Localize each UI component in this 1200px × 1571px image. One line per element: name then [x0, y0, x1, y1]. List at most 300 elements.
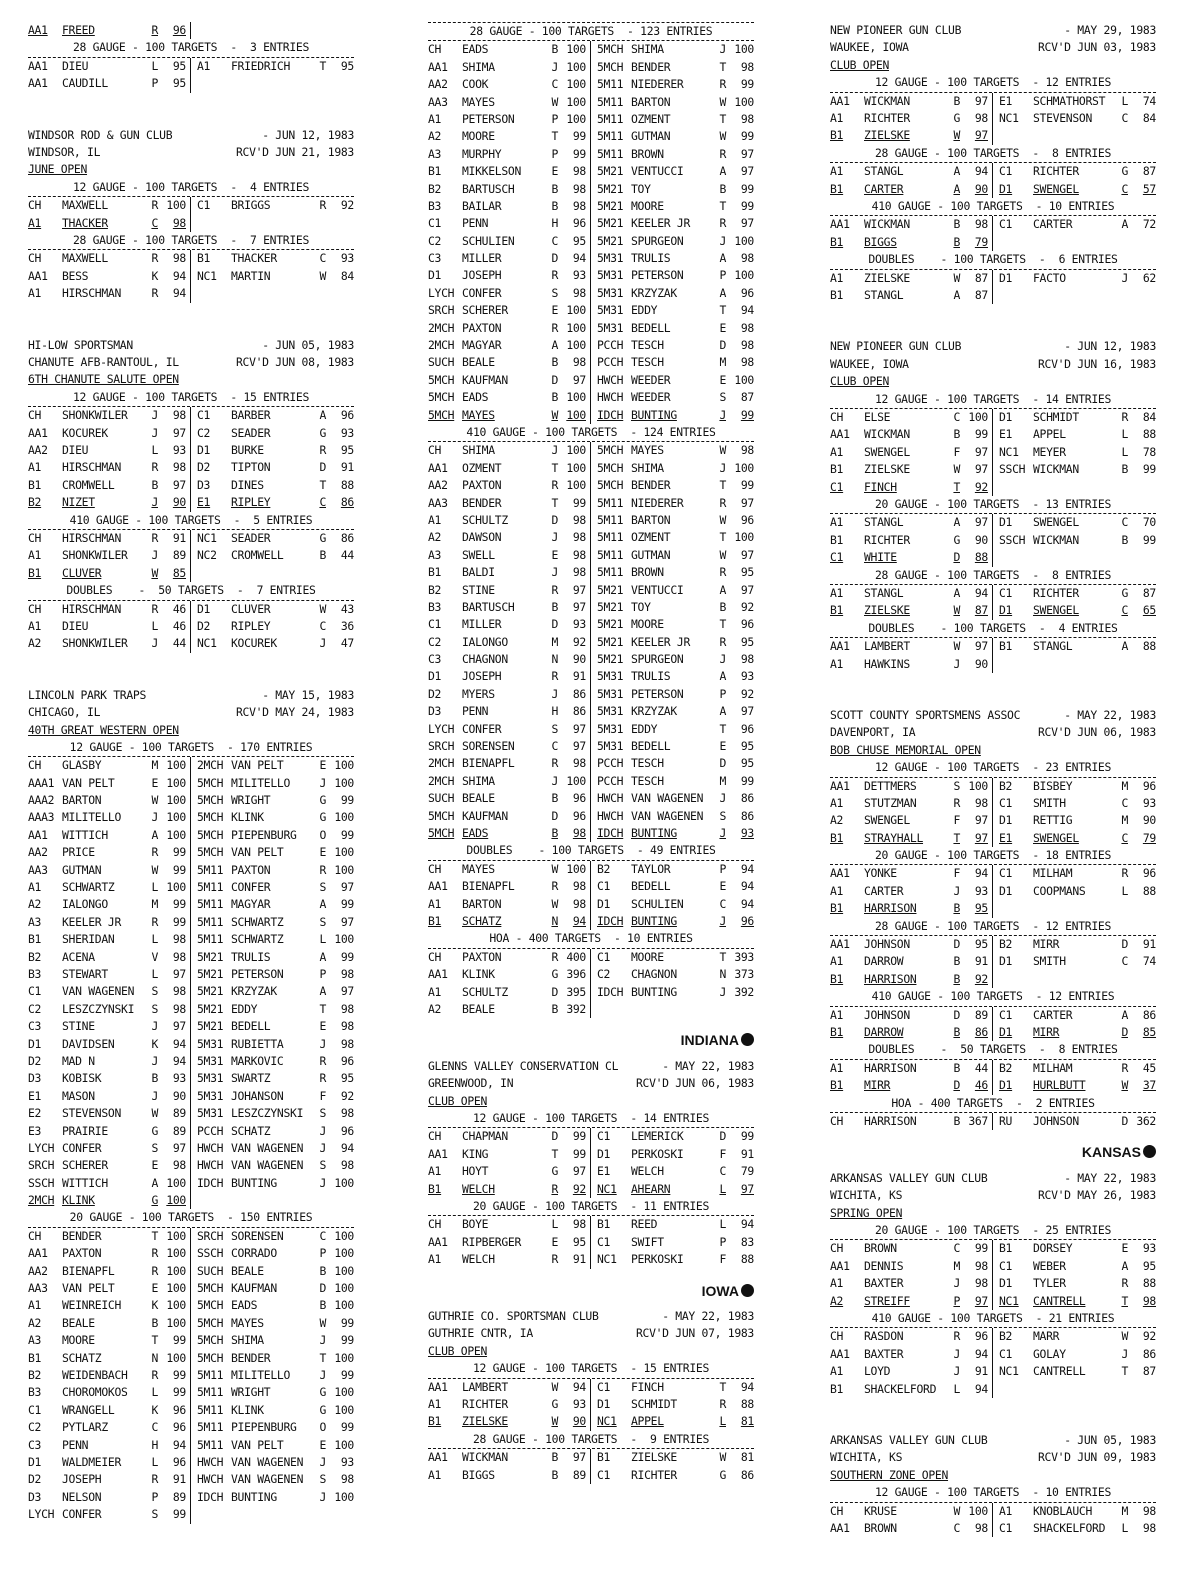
- shooter-name: BENDER: [631, 59, 671, 74]
- shooter-score: 93: [172, 1071, 186, 1086]
- shooter-class: AAA3: [28, 810, 55, 825]
- shooter-initial: W: [551, 861, 558, 876]
- shooter-score: 90: [974, 181, 988, 196]
- shooter-class: AA1: [28, 23, 48, 37]
- shooter-name: PENN: [462, 216, 489, 231]
- right-entry: [191, 1157, 354, 1174]
- left-entry: [830, 638, 993, 655]
- shooter-initial: D: [551, 372, 558, 387]
- shooter-score: 362: [1136, 1114, 1156, 1129]
- shooter-name: BARTON: [62, 793, 102, 808]
- shooter-name: FINCH: [631, 1379, 664, 1394]
- shooter-score: 99: [172, 914, 186, 929]
- shooter-score: 97: [974, 128, 988, 143]
- shooter-class: 2MCH: [28, 1193, 55, 1208]
- right-entry: [191, 1175, 354, 1192]
- left-entry: [28, 1350, 191, 1367]
- shooter-score: 92: [340, 1088, 354, 1103]
- shooter-class: AA1: [428, 59, 448, 74]
- club-city: WICHITA, KS: [830, 1450, 903, 1465]
- result-row: [428, 495, 754, 512]
- shooter-class: PCCH: [597, 756, 624, 771]
- right-entry: [591, 495, 754, 512]
- shooter-score: 100: [334, 1350, 354, 1365]
- shooter-class: RU: [999, 1114, 1013, 1129]
- shooter-name: BESS: [62, 268, 89, 283]
- shooter-score: 94: [740, 1217, 754, 1232]
- shooter-score: 97: [740, 582, 754, 597]
- shooter-score: 74: [1142, 954, 1156, 969]
- shooter-initial: B: [953, 234, 960, 249]
- shooter-score: 94: [974, 1346, 988, 1361]
- result-row: [28, 1140, 354, 1157]
- right-entry: [591, 41, 754, 58]
- shooter-name: PIEPENBURG: [231, 827, 297, 842]
- shooter-score: 93: [974, 883, 988, 898]
- shooter-class: 5M21: [597, 617, 624, 632]
- shooter-score: 91: [340, 460, 354, 475]
- shooter-class: D1: [197, 442, 211, 457]
- shooter-name: PIEPENBURG: [231, 1420, 297, 1435]
- shooter-name: BEDELL: [231, 1019, 271, 1034]
- shooter-score: 98: [572, 164, 586, 179]
- shooter-score: 78: [1142, 444, 1156, 459]
- club-city: WINDSOR, IL: [28, 144, 101, 159]
- shooter-class: 5M21: [597, 233, 624, 248]
- result-row: [428, 790, 754, 807]
- shooter-name: CONFER: [231, 880, 271, 895]
- shooter-name: IALONGO: [462, 634, 508, 649]
- shooter-initial: E: [319, 758, 326, 773]
- right-entry: [191, 58, 354, 75]
- shooter-class: 5MCH: [597, 443, 624, 458]
- shooter-name: SCHULIEN: [631, 896, 684, 911]
- shooter-score: 92: [740, 599, 754, 614]
- club-location-line: [830, 39, 1156, 56]
- left-entry: [28, 844, 191, 861]
- shooter-initial: R: [719, 216, 726, 231]
- shooter-initial: B: [551, 355, 558, 370]
- shooter-score: 100: [334, 932, 354, 947]
- shooter-name: VAN PELT: [231, 758, 284, 773]
- result-row: [830, 953, 1156, 970]
- shooter-name: KAUFMAN: [462, 372, 508, 387]
- right-entry: [191, 1297, 354, 1314]
- right-entry: [191, 1228, 354, 1245]
- shooter-score: 99: [740, 407, 754, 422]
- shooter-initial: G: [551, 967, 558, 982]
- shooter-score: 98: [740, 251, 754, 266]
- shooter-score: 97: [172, 425, 186, 440]
- result-row: [428, 128, 754, 145]
- result-row: [28, 565, 354, 582]
- shooter-initial: P: [151, 76, 158, 91]
- shooter-score: 94: [572, 913, 586, 928]
- shooter-name: BIENAPFL: [62, 1263, 115, 1278]
- shooter-initial: J: [551, 686, 558, 701]
- right-entry: [993, 270, 1156, 287]
- shooter-score: 74: [1142, 93, 1156, 108]
- result-row: [28, 757, 354, 774]
- shooter-initial: M: [1121, 1503, 1128, 1518]
- shooter-initial: W: [319, 1315, 326, 1330]
- shooter-name: GUTMAN: [631, 129, 671, 144]
- left-entry: [830, 444, 993, 461]
- shooter-name: SWIFT: [631, 1234, 664, 1249]
- shoot-name-line: [830, 373, 1156, 390]
- shooter-class: A3: [428, 146, 442, 161]
- shooter-name: BALDI: [462, 565, 495, 580]
- shooter-name: WICKMAN: [864, 93, 910, 108]
- shooter-name: CLUVER: [62, 565, 102, 580]
- shooter-score: 37: [1142, 1078, 1156, 1093]
- shooter-class: SUCH: [428, 355, 455, 370]
- state-heading: [830, 1144, 1156, 1161]
- shooter-score: 98: [340, 967, 354, 981]
- shooter-class: SSCH: [197, 1246, 224, 1261]
- right-entry: [591, 128, 754, 145]
- left-entry: [428, 686, 591, 703]
- result-row: [428, 250, 754, 267]
- shooter-initial: C: [151, 215, 158, 230]
- shooter-class: CH: [28, 1228, 42, 1243]
- shooter-name: HARRISON: [864, 901, 917, 916]
- shooter-class: LYCH: [28, 1140, 55, 1155]
- shooter-score: 100: [566, 861, 586, 876]
- shooter-name: TRULIS: [631, 669, 671, 684]
- shooter-initial: M: [151, 897, 158, 912]
- right-entry: [591, 668, 754, 685]
- result-row: [428, 1163, 754, 1180]
- shooter-class: 5M21: [597, 198, 624, 213]
- result-row: [28, 827, 354, 844]
- shooter-initial: J: [319, 1036, 326, 1051]
- shooter-name: SCHWARTZ: [231, 932, 284, 947]
- shooter-class: 5MCH: [428, 372, 455, 387]
- shoot-date: - JUN 12, 1983: [262, 127, 354, 142]
- shooter-initial: W: [719, 1450, 726, 1465]
- shooter-initial: R: [551, 1252, 558, 1267]
- club-city: WICHITA, KS: [830, 1188, 903, 1203]
- shooter-class: AA3: [28, 1281, 48, 1296]
- left-entry: [28, 1245, 191, 1262]
- left-entry: [28, 757, 191, 774]
- shooter-score: 62: [1142, 270, 1156, 285]
- shooter-initial: D: [719, 338, 726, 353]
- result-row: [428, 703, 754, 720]
- club-block: [830, 22, 1156, 304]
- shooter-score: 98: [340, 1472, 354, 1487]
- shoot-name-line: [428, 1093, 754, 1110]
- shooter-initial: J: [319, 1140, 326, 1155]
- shooter-initial: J: [319, 1123, 326, 1138]
- left-entry: [28, 1192, 191, 1209]
- left-entry: [830, 1503, 993, 1520]
- shooter-initial: A: [551, 338, 558, 353]
- shooter-name: SORENSEN: [462, 739, 515, 754]
- shooter-name: MARKOVIC: [231, 1053, 284, 1068]
- club-location-line: [830, 724, 1156, 741]
- shooter-class: B3: [28, 1385, 42, 1400]
- right-entry: [591, 512, 754, 529]
- shooter-class: IDCH: [597, 826, 624, 840]
- shooter-score: 99: [340, 949, 354, 964]
- shooter-initial: L: [719, 1217, 726, 1232]
- left-entry: [428, 1146, 591, 1163]
- shooter-name: WELCH: [462, 1181, 495, 1196]
- shooter-name: BROWN: [631, 146, 664, 161]
- club-header-line: [28, 127, 354, 144]
- result-row: [830, 216, 1156, 233]
- shooter-name: EADS: [462, 42, 489, 57]
- shooter-class: B1: [428, 1181, 442, 1196]
- shooter-name: SCHULTZ: [462, 984, 508, 999]
- shooter-class: NC1: [197, 268, 217, 283]
- shooter-initial: R: [719, 495, 726, 510]
- shooter-class: E2: [28, 1106, 42, 1121]
- shooter-initial: A: [953, 585, 960, 600]
- right-entry: [191, 1489, 354, 1506]
- shooter-score: 97: [340, 914, 354, 929]
- club-header-line: [428, 1058, 754, 1075]
- shooter-score: 100: [334, 810, 354, 825]
- shooter-class: A1: [830, 444, 844, 459]
- shooter-name: BIGGS: [864, 234, 897, 249]
- shooter-name: MILITELLO: [231, 1368, 291, 1382]
- shooter-name: KAUFMAN: [231, 1281, 277, 1296]
- shooter-score: 98: [172, 984, 186, 999]
- shooter-initial: R: [151, 460, 158, 475]
- shooter-name: SWENGEL: [864, 813, 910, 828]
- shoot-name: CLUB OPEN: [428, 1093, 488, 1108]
- shooter-initial: J: [953, 1346, 960, 1361]
- result-row: [428, 233, 754, 250]
- shooter-name: PRICE: [62, 845, 95, 860]
- result-row: [28, 775, 354, 792]
- shooter-class: B3: [428, 198, 442, 213]
- left-entry: [428, 302, 591, 319]
- result-row: [428, 1001, 754, 1018]
- shooter-score: 95: [1142, 1258, 1156, 1273]
- shooter-initial: C: [551, 77, 558, 92]
- shooter-score: 98: [1142, 1503, 1156, 1518]
- result-row: [28, 268, 354, 285]
- shooter-name: DORSEY: [1033, 1241, 1073, 1256]
- shooter-initial: G: [719, 1467, 726, 1482]
- shooter-name: BAILAR: [462, 198, 502, 213]
- right-entry: [993, 830, 1156, 847]
- right-entry: [591, 233, 754, 250]
- right-entry: [191, 285, 354, 302]
- result-row: [830, 602, 1156, 619]
- state-label: IOWA: [701, 1282, 739, 1299]
- shooter-name: CONFER: [462, 285, 502, 300]
- shooter-initial: W: [1121, 1078, 1128, 1093]
- right-entry: [591, 372, 754, 389]
- result-row: [830, 270, 1156, 287]
- shooter-initial: D: [551, 512, 558, 527]
- shooter-name: CHOROMOKOS: [62, 1385, 128, 1400]
- bullet-icon: [741, 1033, 754, 1046]
- shooter-score: 98: [572, 355, 586, 370]
- shooter-initial: H: [551, 216, 558, 231]
- shooter-name: DARROW: [864, 1025, 904, 1040]
- right-entry: [191, 1332, 354, 1349]
- column-1: [28, 22, 354, 1524]
- shooter-score: 97: [740, 495, 754, 510]
- shooter-initial: C: [319, 1228, 326, 1243]
- club-block: [28, 337, 354, 653]
- shooter-initial: O: [319, 1420, 326, 1435]
- shooter-name: RIPLEY: [231, 495, 271, 510]
- shooter-score: 100: [334, 1246, 354, 1261]
- right-entry: [591, 1146, 754, 1163]
- left-entry: [28, 775, 191, 792]
- shooter-initial: R: [151, 1263, 158, 1278]
- result-row: [428, 582, 754, 599]
- shooter-name: TYLER: [1033, 1276, 1066, 1291]
- shooter-initial: T: [551, 460, 558, 475]
- shooter-score: 100: [968, 1503, 988, 1518]
- shooter-name: SCHERER: [62, 1158, 108, 1173]
- shooter-name: SWELL: [462, 547, 495, 562]
- result-row: [830, 1328, 1156, 1345]
- left-entry: [28, 1105, 191, 1122]
- shooter-score: 100: [566, 478, 586, 493]
- shooter-class: D3: [197, 477, 211, 492]
- shooter-class: 5MCH: [197, 793, 224, 808]
- left-entry: [830, 1363, 993, 1380]
- result-row: [830, 163, 1156, 180]
- shooter-initial: R: [151, 286, 158, 301]
- shooter-class: B3: [428, 599, 442, 614]
- shooter-score: 97: [172, 1019, 186, 1034]
- shooter-score: 98: [740, 59, 754, 74]
- shooter-score: 393: [734, 949, 754, 964]
- shooter-name: SHIMA: [462, 773, 495, 788]
- shooter-score: 79: [974, 234, 988, 249]
- shooter-initial: R: [1121, 866, 1128, 881]
- left-entry: [428, 354, 591, 371]
- shooter-initial: J: [151, 810, 158, 825]
- shooter-class: AA1: [28, 268, 48, 283]
- column-3: [830, 22, 1156, 1537]
- left-entry: [28, 425, 191, 442]
- shooter-initial: C: [953, 409, 960, 424]
- shooter-name: JOHNSON: [1033, 1114, 1079, 1129]
- shooter-initial: G: [319, 1402, 326, 1417]
- result-row: [428, 320, 754, 337]
- shooter-name: JOHANSON: [231, 1088, 284, 1103]
- shooter-class: C1: [999, 585, 1013, 600]
- shooter-class: HWCH: [197, 1472, 224, 1487]
- shooter-score: 97: [572, 1450, 586, 1465]
- shooter-score: 47: [340, 636, 354, 651]
- result-row: [28, 1192, 354, 1209]
- shooter-initial: S: [319, 1158, 326, 1173]
- shooter-initial: R: [551, 320, 558, 335]
- shooter-class: D1: [999, 603, 1013, 618]
- shooter-score: 100: [166, 1263, 186, 1278]
- shooter-name: BEALE: [462, 1001, 495, 1016]
- result-row: [428, 651, 754, 668]
- shooter-name: WICKMAN: [864, 427, 910, 442]
- shooter-initial: B: [151, 1071, 158, 1086]
- shooter-class: 5M11: [597, 530, 624, 545]
- shooter-score: 94: [172, 1036, 186, 1051]
- shooter-score: 89: [974, 1007, 988, 1022]
- shooter-initial: T: [719, 949, 726, 964]
- shooter-initial: S: [151, 1140, 158, 1155]
- result-row: [28, 75, 354, 92]
- shooter-initial: E: [719, 320, 726, 335]
- shooter-class: A2: [428, 1001, 442, 1016]
- shooter-name: PYTLARZ: [62, 1420, 108, 1435]
- shooter-class: A3: [28, 1333, 42, 1348]
- shooter-class: 2MCH: [428, 756, 455, 771]
- shooter-class: B2: [28, 949, 42, 964]
- shooter-score: 100: [166, 775, 186, 790]
- shooter-class: A2: [830, 1293, 844, 1308]
- shooter-class: D1: [999, 270, 1013, 285]
- result-row: [830, 127, 1156, 144]
- shooter-class: 5M31: [597, 251, 624, 266]
- shooter-class: HWCH: [597, 791, 624, 806]
- shooter-name: PETERSON: [631, 686, 684, 701]
- shooter-initial: J: [953, 1276, 960, 1291]
- shooter-score: 90: [572, 1414, 586, 1429]
- left-entry: [28, 1018, 191, 1035]
- shooter-class: C2: [428, 634, 442, 649]
- result-row: [830, 1381, 1156, 1398]
- shooter-initial: P: [319, 1246, 326, 1261]
- shooter-class: B1: [428, 1414, 442, 1429]
- shooter-score: 86: [340, 495, 354, 510]
- shooter-score: 96: [572, 808, 586, 823]
- result-row: [28, 477, 354, 494]
- received-date: RCV'D JUN 16, 1983: [1037, 356, 1156, 371]
- shooter-name: STREIFF: [864, 1293, 910, 1308]
- shooter-score: 96: [974, 1329, 988, 1344]
- shooter-name: WALDMEIER: [62, 1454, 122, 1469]
- shooter-class: B1: [830, 128, 844, 143]
- result-row: [28, 547, 354, 564]
- shooter-score: 396: [566, 967, 586, 982]
- shooter-score: 100: [166, 198, 186, 213]
- shooter-initial: B: [953, 93, 960, 108]
- club-block: [830, 1170, 1156, 1398]
- shooter-class: C1: [999, 1346, 1013, 1361]
- received-date: RCV'D JUN 06, 1983: [635, 1076, 754, 1091]
- shooter-name: HIRSCHMAN: [62, 530, 122, 545]
- shooter-score: 100: [334, 845, 354, 860]
- shooter-class: CH: [28, 198, 42, 213]
- shooter-name: CHAGNON: [462, 652, 508, 667]
- shooter-score: 100: [166, 810, 186, 825]
- shooter-initial: O: [319, 827, 326, 842]
- shooter-initial: E: [719, 372, 726, 387]
- shooter-initial: D: [551, 984, 558, 999]
- shooter-class: 5M11: [197, 1402, 224, 1417]
- event-header: 12 GAUGE - 100 TARGETS - 23 ENTRIES: [830, 759, 1156, 777]
- shooter-name: MAYES: [462, 94, 495, 109]
- right-entry: [993, 1293, 1156, 1310]
- left-entry: [830, 1381, 993, 1398]
- shooter-name: MILHAM: [1033, 1060, 1073, 1075]
- shooter-score: 100: [334, 1437, 354, 1452]
- shooter-score: 100: [566, 407, 586, 422]
- shooter-class: AAA2: [28, 793, 55, 808]
